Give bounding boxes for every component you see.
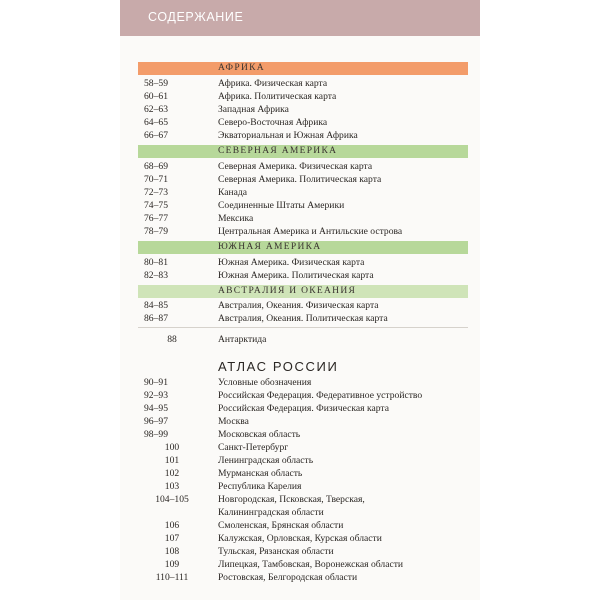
entry-title: Санкт-Петербург (218, 442, 289, 453)
page-number: 109 (164, 559, 180, 570)
entry-title: Австралия, Океания. Политическая карта (218, 313, 388, 324)
entry-title: Северная Америка. Политическая карта (218, 174, 382, 185)
toc-entry[interactable] (138, 494, 468, 506)
entry-title: Республика Карелия (218, 481, 302, 492)
page-number: 92–93 (144, 390, 168, 401)
toc-entry[interactable] (138, 442, 468, 454)
entry-title: Смоленская, Брянская области (218, 520, 344, 531)
divider (138, 327, 468, 328)
toc-entry[interactable] (138, 481, 468, 493)
page-number: 101 (164, 455, 180, 466)
toc-entry[interactable] (138, 104, 468, 116)
toc-entry[interactable] (138, 520, 468, 532)
page-number: 74–75 (144, 200, 168, 211)
page-number: 76–77 (144, 213, 168, 224)
toc-entry[interactable] (138, 377, 468, 389)
toc-entry[interactable] (138, 226, 468, 238)
entry-title: Новгородская, Псковская, Тверская, (218, 494, 365, 505)
page-number: 84–85 (144, 300, 168, 311)
toc-entry[interactable] (138, 161, 468, 173)
entry-title: Канада (218, 187, 248, 198)
section-title: АФРИКА (218, 63, 265, 73)
entry-title: Южная Америка. Политическая карта (218, 270, 374, 281)
page-title: СОДЕРЖАНИЕ (148, 10, 244, 24)
page-number: 58–59 (144, 78, 168, 89)
section-title: ЮЖНАЯ АМЕРИКА (218, 242, 322, 252)
section-title: АВСТРАЛИЯ И ОКЕАНИЯ (218, 286, 357, 296)
toc-entry[interactable] (138, 533, 468, 545)
page-number: 86–87 (144, 313, 168, 324)
page-number: 72–73 (144, 187, 168, 198)
entry-title: Российская Федерация. Федеративное устройство (218, 390, 423, 401)
page-number: 104–105 (155, 494, 189, 505)
entry-title: Московская область (218, 429, 301, 440)
entry-title: Южная Америка. Физическая карта (218, 257, 365, 268)
page-number: 96–97 (144, 416, 168, 427)
page-number: 78–79 (144, 226, 168, 237)
toc-entry[interactable] (138, 468, 468, 480)
entry-title: Условные обозначения (218, 377, 312, 388)
toc-entry[interactable] (138, 572, 468, 584)
page-number: 60–61 (144, 91, 168, 102)
entry-title: Ростовская, Белгородская области (218, 572, 358, 583)
toc-entry[interactable] (138, 174, 468, 186)
section-header-south-america (138, 241, 468, 254)
entry-title: Западная Африка (218, 104, 289, 115)
toc-entry[interactable] (138, 559, 468, 571)
toc-entry[interactable] (138, 455, 468, 467)
page-number: 106 (164, 520, 180, 531)
page-number: 68–69 (144, 161, 168, 172)
page-number: 70–71 (144, 174, 168, 185)
toc-entry[interactable] (138, 130, 468, 142)
page-number: 98–99 (144, 429, 168, 440)
entry-title: Калининградская области (218, 507, 324, 518)
toc-entry[interactable] (138, 78, 468, 90)
toc-entry[interactable] (138, 257, 468, 269)
entry-title: Мурманская область (218, 468, 303, 479)
entry-title: Москва (218, 416, 249, 427)
page-number: 88 (167, 334, 177, 345)
entry-title: Соединенные Штаты Америки (218, 200, 345, 211)
section-title: СЕВЕРНАЯ АМЕРИКА (218, 146, 338, 156)
page-number: 110–111 (155, 572, 189, 583)
entry-title: Северная Америка. Физическая карта (218, 161, 373, 172)
toc-entry[interactable] (138, 117, 468, 129)
page-number: 64–65 (144, 117, 168, 128)
section-header-north-america (138, 145, 468, 158)
toc-entry[interactable] (138, 403, 468, 415)
toc-entry[interactable] (138, 91, 468, 103)
toc-entry[interactable] (138, 429, 468, 441)
section-header-australia (138, 285, 468, 298)
toc-entry[interactable] (138, 390, 468, 402)
page-number: 94–95 (144, 403, 168, 414)
contents-page (120, 0, 480, 600)
entry-title: Северо-Восточная Африка (218, 117, 328, 128)
page-number: 102 (164, 468, 180, 479)
page-header (120, 0, 480, 36)
entry-title: Центральная Америка и Антильские острова (218, 226, 403, 237)
entry-title: Калужская, Орловская, Курская области (218, 533, 382, 544)
toc-entry[interactable] (138, 187, 468, 199)
entry-title: Африка. Физическая карта (218, 78, 328, 89)
entry-title: Африка. Политическая карта (218, 91, 337, 102)
page-number: 100 (164, 442, 180, 453)
page-number: 66–67 (144, 130, 168, 141)
page-number: 107 (164, 533, 180, 544)
entry-title: Экваториальная и Южная Африка (218, 130, 358, 141)
entry-title: Ленинградская область (218, 455, 314, 466)
entry-title: Липецкая, Тамбовская, Воронежская области (218, 559, 404, 570)
section-title-russia: АТЛАС РОССИИ (218, 359, 339, 374)
page-number: 82–83 (144, 270, 168, 281)
toc-entry[interactable] (138, 200, 468, 212)
page-number: 80–81 (144, 257, 168, 268)
section-header-africa (138, 62, 468, 75)
toc-entry[interactable] (138, 546, 468, 558)
page-number: 62–63 (144, 104, 168, 115)
toc-entry[interactable] (138, 300, 468, 312)
toc-entry[interactable] (138, 270, 468, 282)
entry-title: Тульская, Рязанская области (218, 546, 334, 557)
entry-title: Австралия, Океания. Физическая карта (218, 300, 379, 311)
entry-title: Российская Федерация. Физическая карта (218, 403, 389, 414)
toc-entry[interactable] (138, 213, 468, 225)
page-number: 103 (164, 481, 180, 492)
toc-entry[interactable] (138, 507, 468, 519)
page-number: 90–91 (144, 377, 168, 388)
page-number: 108 (164, 546, 180, 557)
toc-entry[interactable] (138, 313, 468, 325)
entry-title: Мексика (218, 213, 254, 224)
toc-entry-antarctica[interactable] (138, 334, 468, 346)
toc-entry[interactable] (138, 416, 468, 428)
entry-title: Антарктида (218, 334, 267, 345)
